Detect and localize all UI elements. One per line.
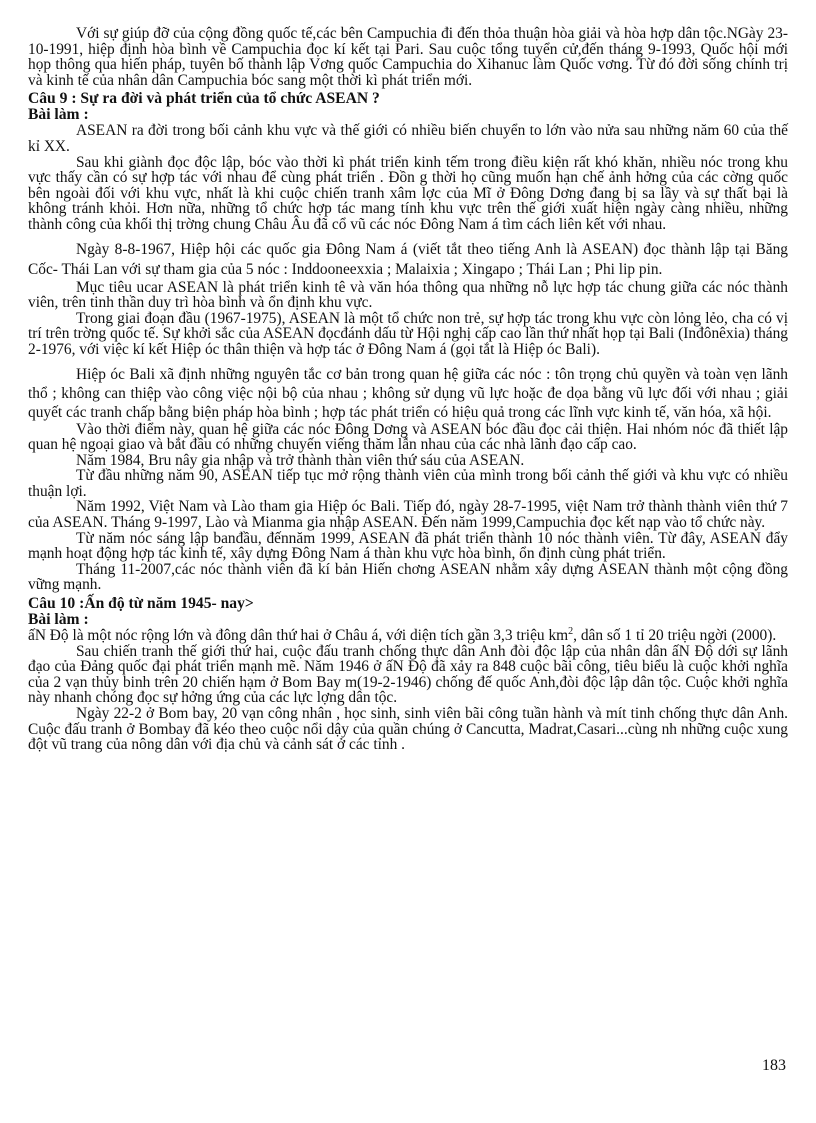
- q10-paragraph-1-tail: , dân số 1 tỉ 20 triệu ngời (2000).: [573, 627, 777, 645]
- q9-paragraph-3: Ngày 8-8-1967, Hiệp hội các quốc gia Đông Nam á (viết tắt theo tiếng Anh là ASEAN) đọc thành lập tại Băng Cốc- Thái Lan với sự tham gia của 5 nóc : Inddooneexxia ; Malaixia ; Xingapo ; Thái Lan ; Phi lip pin.: [28, 240, 788, 278]
- q10-paragraph-1: [28, 625, 788, 645]
- question-10-answer-label: Bài làm :: [28, 611, 89, 629]
- q9-paragraph-7: Vào thời điểm này, quan hệ giữa các nóc Đông Dơng và ASEAN bóc đầu đọc cải thiện. Hai nhóm nóc đã thiết lập quan hệ ngoại giao và bắt đầu có những chuyến viếng thăm lẫn nhau của các nhà lãnh đạo cấp cao.: [28, 420, 788, 454]
- q9-paragraph-6: Hiệp óc Bali xã định những nguyên tắc cơ bản trong quan hệ giữa các nóc : tôn trọng chủ quyền và toàn vẹn lãnh thổ ; không can thiệp vào công việc nội bộ của nhau ; không sử dụng vũ lực hoặc đe dọa bằng vũ lực đối với nhau ; giải quyết các tranh chấp bằng biện pháp hòa bình ; hợp tác phát triển có hiệu quả trong các lĩnh vực kinh tế, văn hóa, xã hội.: [28, 365, 788, 421]
- q9-paragraph-9: Từ đầu những năm 90, ASEAN tiếp tục mở rộng thành viên của mình trong bối cảnh thế giới và khu vực có nhiều thuận lợi.: [28, 467, 788, 500]
- q9-paragraph-10: Năm 1992, Việt Nam và Lào tham gia Hiệp óc Bali. Tiếp đó, ngày 28-7-1995, việt Nam trở thành thành viên thứ 7 của ASEAN. Tháng 9-1997, Lào và Mianma gia nhập ASEAN. Đến năm 1999,Campuchia đọc kết nạp vào tổ chức này.: [28, 498, 788, 532]
- q10-paragraph-3: Ngày 22-2 ở Bom bay, 20 vạn công nhân , học sinh, sinh viên bãi công tuần hành và mít tinh chống thực dân Anh. Cuộc đấu tranh ở Bombay đã kéo theo cuộc nổi dậy của quần chúng ở Cancutta, Madrat,Casari...cùng nh những cuộc xung đột vũ trang của nông dân với địa chủ và cảnh sát ở các tỉnh .: [28, 705, 788, 754]
- paragraph-campuchia: Với sự giúp đỡ của cộng đồng quốc tế,các bên Campuchia đi đến thỏa thuận hòa giải và hòa hợp dân tộc.NGày 23-10-1991, hiệp định hòa bình về Campuchia đọc kí kết tại Pari. Sau cuộc tổng tuyển cử,đến tháng 9-1993, Quốc hội mới họp thông qua hiến pháp, tuyên bố thành lập Vơng quốc Campuchia do Xihanuc làm Quốc vơng. Từ đó đời sống chính trị và kinh tế của nhân dân Campuchia bóc sang một thời kì phát triển mới.: [28, 25, 788, 89]
- q9-paragraph-1: ASEAN ra đời trong bối cảnh khu vực và thế giới có nhiều biến chuyển to lớn vào nửa sau những năm 60 của thế kỉ XX.: [28, 122, 788, 155]
- q10-superscript: 2: [568, 625, 574, 637]
- question-9-answer-label: Bài làm :: [28, 106, 89, 124]
- q9-paragraph-2: Sau khi giành đọc độc lập, bóc vào thời kì phát triển kinh tếm trong điều kiện rất khó khăn, nhiều nóc trong khu vực thấy cần có sự hợp tác với nhau để cùng phát triển . Đồn g thời họ cũng muốn hạn chế ảnh hởng của các cờng quốc bên ngoài đối với khu vực, nhất là khi cuộc chiến tranh xâm lợc của Mĩ ở Đông Dơng đang bị sa lầy và sự thất bại là không tránh khỏi. Hơn nữa, những tổ chức hợp tác mang tính khu vực trên thế giới xuất hiện ngày càng nhiều, những thành công của khối thị trờng chung Châu Âu đã cổ vũ các nóc Đông Nam á tìm cách liên kết với nhau.: [28, 153, 788, 233]
- question-9-title: Câu 9 : Sự ra đời và phát triển của tổ chức ASEAN ?: [28, 90, 380, 108]
- q10-paragraph-1-text: ấN Độ là một nóc rộng lớn và đông dân thứ hai ở Châu á, với diện tích gần 3,3 triệu km: [28, 627, 569, 645]
- q9-paragraph-11: Từ năm nóc sáng lập banđầu, đếnnăm 1999, ASEAN đã phát triển thành 10 nóc thành viên. Từ đây, ASEAN đẩy mạnh hoạt động hợp tác kinh tế, xây dựng Đông Nam á thàn khu vực hòa bình, ổn định cùng phát triển.: [28, 529, 788, 563]
- q9-paragraph-5: Trong giai đoạn đầu (1967-1975), ASEAN là một tổ chức non trẻ, sự hợp tác trong khu vực còn lỏng lẻo, cha có vị trí trên trờng quốc tế. Sự khởi sắc của ASEAN đọcđánh dấu từ Hội nghị cấp cao lần thứ nhất họp tại Bali (Inđônêxia) tháng 2-1976, với việc kí kết Hiệp óc thân thiện và hợp tác ở Đông Nam á (gọi tắt là Hiệp óc Bali).: [28, 309, 788, 358]
- q9-paragraph-12: Tháng 11-2007,các nóc thành viên đã kí bản Hiến chơng ASEAN nhằm xây dựng ASEAN thành một cộng đồng vững mạnh.: [28, 560, 788, 594]
- document-page: [28, 26, 788, 753]
- question-10-title: Câu 10 :Ấn độ từ năm 1945- nay>: [28, 595, 254, 613]
- page-number: 183: [762, 1057, 786, 1074]
- q10-paragraph-2: Sau chiến tranh thế giới thứ hai, cuộc đấu tranh chống thực dân Anh đòi độc lập của nhân dân ấN Độ dới sự lãnh đạo của Đảng quốc đại phát triển mạnh mẽ. Năm 1946 ở ấN Độ đã xảy ra 848 cuộc bãi công, tiêu biểu là cuộc khởi nghĩa của 2 vạn thủy binh trên 20 chiến hạm ở Bom Bay m(19-2-1946) chống đế quốc Anh,đòi độc lập dân tộc. Cuộc khởi nghĩa này nhanh chóng đọc sự hởng ứng của các lực lợng dân tộc.: [28, 642, 788, 707]
- q9-paragraph-8: Năm 1984, Bru nây gia nhập và trở thành thàn viên thứ sáu của ASEAN.: [76, 451, 525, 469]
- q9-paragraph-4: Mục tiêu ucar ASEAN là phát triển kinh tê và văn hóa thông qua những nỗ lực hợp tác chung giữa các nóc thành viên, trên tinh thần duy trì hòa bình và ổn định khu vực.: [28, 278, 788, 312]
